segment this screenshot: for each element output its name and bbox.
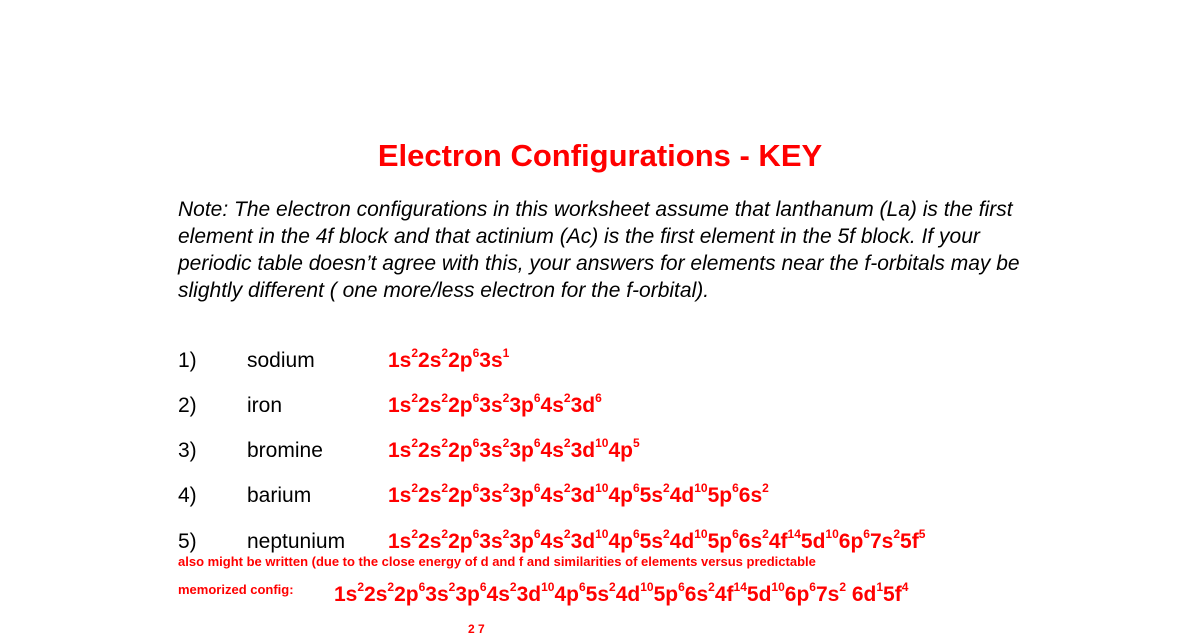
question-row-4 [0,481,1200,514]
electron-config: $1s^22s^22p^63s^23p^64s^23d^6$ [388,391,602,417]
memorized-config-label: memorized config: [178,582,294,597]
question-row-3 [0,436,1200,469]
electron-config: $1s^22s^22p^63s^23p^64s^23d^{10}4p^5$ [388,436,640,462]
element-name: iron [247,394,283,417]
alternate-config-note: also might be written (due to the close energy of d and f and similarities of elements versus predictable [178,554,816,569]
question-number: 3) [178,439,197,462]
worksheet-note: Note: The electron configurations in this worksheet assume that lanthanum (La) is the first element in the 4f block and that actinium (Ac) is the first element in the 5f block. If your periodic table doesn’t agree with this, your answers for elements near the f-orbitals may be slightly different ( one more/less electron for the f-orbital). [178,198,1020,302]
electron-config: $1s^22s^22p^63s^23p^64s^23d^{10}4p^65s^24d^{10}5p^66s^2$ [388,481,769,507]
question-number: 4) [178,484,197,507]
question-row-1 [0,346,1200,379]
cut-off-superscripts: 2 7 [468,622,485,636]
element-name: neptunium [247,530,346,553]
question-number: 1) [178,349,197,372]
page-title: Electron Configurations - KEY [377,138,823,173]
question-number: 2) [178,394,197,417]
electron-config: $1s^22s^22p^63s^23p^64s^23d^{10}4p^65s^24d^{10}5p^66s^24f^{14}5d^{10}6p^67s^25f^5$ [388,527,926,553]
question-row-2 [0,391,1200,424]
memorized-electron-config: $1s^22s^22p^63s^23p^64s^23d^{10}4p^65s^24d^{10}5p^66s^24f^{14}5d^{10}6p^67s^2$ $6d^15f^4$ [334,580,909,606]
electron-config: $1s^22s^22p^63s^1$ [388,346,510,372]
question-number: 5) [178,530,197,553]
element-name: bromine [247,439,323,462]
element-name: sodium [247,349,315,372]
element-name: barium [247,484,312,507]
